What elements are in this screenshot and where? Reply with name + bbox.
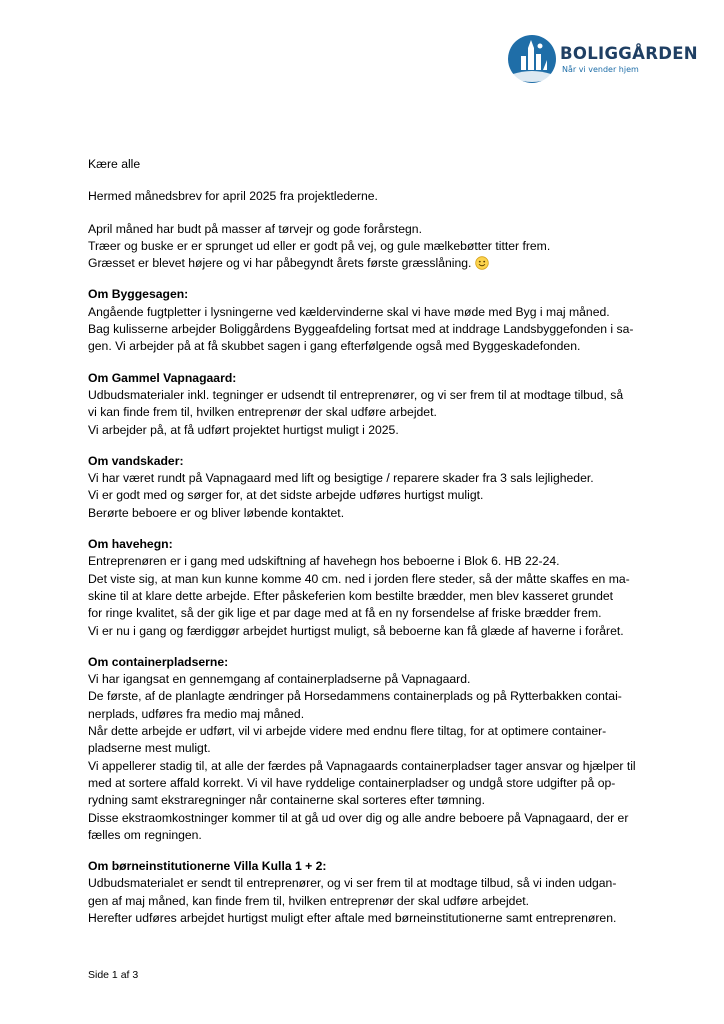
intro-text: Hermed månedsbrev for april 2025 fra projektlederne. [88, 189, 378, 204]
section-heading: Om børneinstitutionerne Villa Kulla 1 + 2: [88, 859, 327, 874]
section-line: nerplads, udføres fra medio maj måned. [88, 706, 305, 721]
section-line: med at sortere affald korrekt. Vi vil have ryddelige containerpladser og undgå store udgifter på op- [88, 775, 616, 790]
section-byggesagen [88, 286, 648, 355]
logo-brand-text: BOLIGGÅRDEN [560, 44, 698, 63]
section-heading: Om containerpladserne: [88, 654, 229, 669]
page-number: Side 1 af 3 [88, 969, 139, 981]
logo-tagline: Når vi vender hjem [562, 65, 639, 74]
section-line: gen. Vi arbejder på at få skubbet sagen i gang efterfølgende også med Byggeskadefonden. [88, 339, 581, 354]
section-line: fælles om regningen. [88, 827, 202, 842]
section-line: Entreprenøren er i gang med udskiftning af havehegn hos beboerne i Blok 6. HB 22-24. [88, 554, 560, 569]
section-line: Det viste sig, at man kun kunne komme 40 cm. ned i jorden flere steder, så der måtte skaffes en ma- [88, 571, 630, 586]
logo-emblem-icon [507, 34, 557, 84]
spring-line: Græsset er blevet højere og vi har påbegyndt årets første græsslåning. [88, 255, 648, 272]
spring-paragraph [88, 221, 648, 273]
section-havehegn [88, 536, 648, 640]
section-line: Bag kulisserne arbejder Boliggårdens Byggeafdeling fortsat med at inddrage Landsbyggefonden i sa- [88, 322, 634, 337]
section-heading: Om havehegn: [88, 537, 173, 552]
section-heading: Om Gammel Vapnagaard: [88, 370, 237, 385]
section-line: Vi har igangsat en gennemgang af containerpladserne på Vapnagaard. [88, 672, 471, 687]
section-line: Udbudsmaterialer inkl. tegninger er udsendt til entreprenører, og vi ser frem til at modtage tilbud, så [88, 387, 624, 402]
section-line: Udbudsmaterialet er sendt til entreprenører, og vi ser frem til at modtage tilbud, så vi inden udgan- [88, 876, 617, 891]
spring-line: Træer og buske er er sprunget ud eller er godt på vej, og gule mælkebøtter titter frem. [88, 238, 551, 253]
section-line: rydning samt ekstraregninger når containerne skal sorteres efter tømning. [88, 793, 485, 808]
boliggaarden-logo [507, 34, 698, 84]
section-line: skine til at klare dette arbejde. Efter påskeferien kom bestilte brædder, men blev kasseret grundet [88, 588, 614, 603]
section-line: Vi har været rundt på Vapnagaard med lift og besigtige / reparere skader fra 3 sals lejligheder. [88, 471, 594, 486]
section-heading: Om vandskader: [88, 453, 184, 468]
section-line: vi kan finde frem til, hvilken entreprenør der skal udføre arbejdet. [88, 405, 437, 420]
section-line: gen af maj måned, kan finde frem til, hvilken entreprenør der skal udføre arbejdet. [88, 893, 529, 908]
section-villa-kulla [88, 858, 648, 927]
section-line: De første, af de planlagte ændringer på Horsedammens containerplads og på Rytterbakken contai- [88, 689, 622, 704]
section-line: Herefter udføres arbejdet hurtigst muligt efter aftale med børneinstitutionerne samt entreprenøren. [88, 910, 617, 925]
section-vandskader [88, 453, 648, 522]
section-gammel-vapnagaard [88, 370, 648, 439]
smiley-face-icon [475, 256, 489, 270]
spring-line: April måned har budt på masser af tørvejr og gode forårstegn. [88, 221, 422, 236]
section-line: Vi er nu i gang og færdiggør arbejdet hurtigst muligt, så beboerne kan få glæde af haverne i foråret. [88, 623, 624, 638]
section-heading: Om Byggesagen: [88, 287, 189, 302]
section-line: Disse ekstraomkostninger kommer til at gå ud over dig og alle andre beboere på Vapnagaard, der er [88, 810, 629, 825]
section-line: Vi er godt med og sørger for, at det sidste arbejde udføres hurtigst muligt. [88, 488, 484, 503]
section-line: Når dette arbejde er udført, vil vi arbejde videre med endnu flere tiltag, for at optimere container- [88, 724, 607, 739]
section-line: pladserne mest muligt. [88, 741, 211, 756]
section-line: for ringe kvalitet, så der gik lige et par dage med at få en ny forsendelse af friske brædder frem. [88, 606, 602, 621]
section-line: Vi arbejder på, at få udført projektet hurtigst muligt i 2025. [88, 422, 399, 437]
section-line: Vi appellerer stadig til, at alle der færdes på Vapnagaards containerpladser tager ansvar og hjælper til [88, 758, 636, 773]
section-containerpladserne [88, 654, 648, 844]
greeting: Kære alle [88, 157, 141, 171]
section-line: Berørte beboere er og bliver løbende kontaktet. [88, 505, 345, 520]
section-line: Angående fugtpletter i lysningerne ved kældervinderne skal vi have møde med Byg i maj måned. [88, 304, 610, 319]
letter-body [88, 156, 648, 941]
